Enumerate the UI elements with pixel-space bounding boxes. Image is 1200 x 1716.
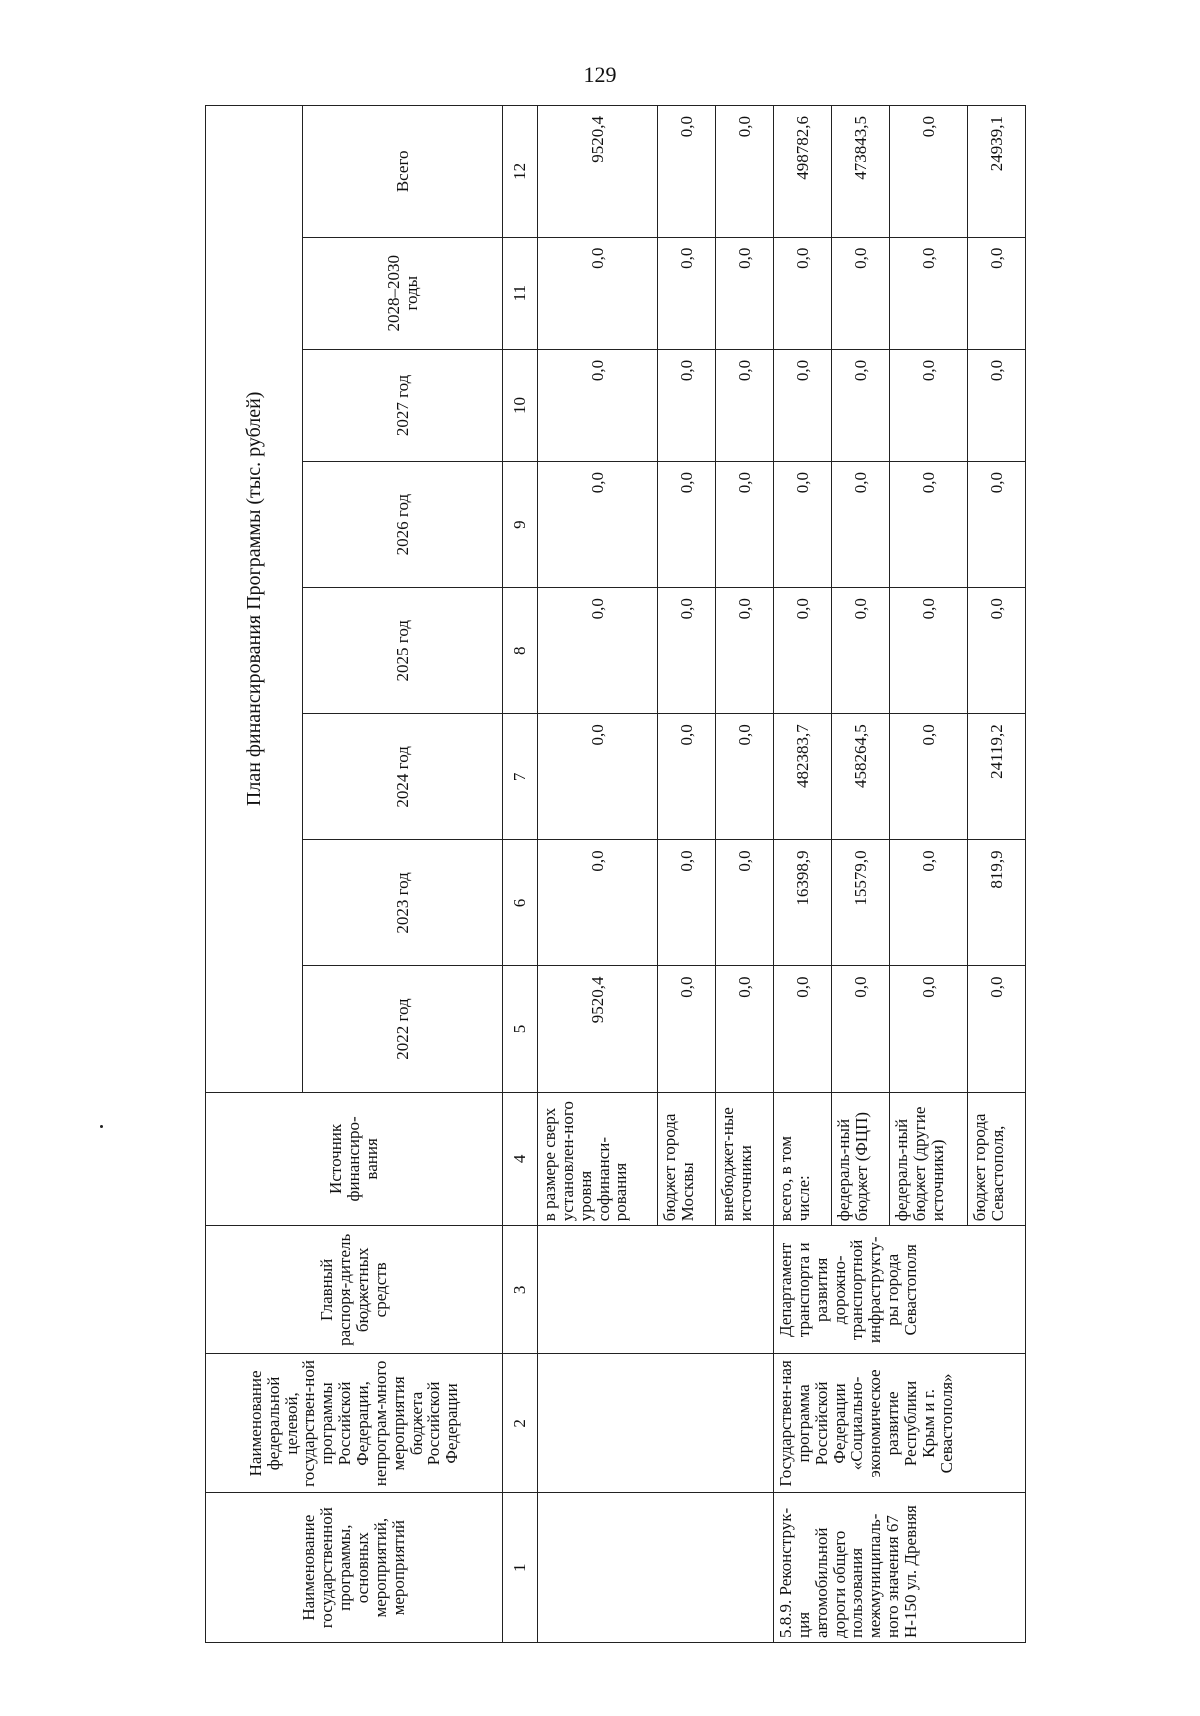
value-cell: 0,0	[890, 349, 968, 461]
source-cell: всего, в том числе:	[774, 1092, 832, 1226]
value-cell: 0,0	[890, 966, 968, 1092]
value-cell: 819,9	[968, 840, 1026, 966]
value-cell: 0,0	[658, 588, 716, 714]
header-year-2022: 2022 год	[303, 966, 503, 1092]
value-cell: 0,0	[538, 714, 658, 840]
value-cell: 0,0	[774, 349, 832, 461]
col-number: 7	[503, 714, 538, 840]
value-cell: 0,0	[658, 714, 716, 840]
value-cell: 9520,4	[538, 966, 658, 1092]
value-cell: 0,0	[774, 588, 832, 714]
col-number: 3	[503, 1226, 538, 1354]
value-cell: 0,0	[658, 462, 716, 588]
value-cell: 0,0	[658, 840, 716, 966]
column-number-row	[503, 106, 538, 1643]
page-number: 129	[583, 62, 617, 87]
value-cell: 9520,4	[538, 106, 658, 238]
value-cell: 0,0	[890, 462, 968, 588]
rotated-table-wrapper	[205, 105, 1007, 1643]
value-cell: 16398,9	[774, 840, 832, 966]
col-number: 4	[503, 1092, 538, 1226]
value-cell: 0,0	[890, 237, 968, 349]
header-activity: Наименование государственной программы, основных мероприятий, мероприятий	[206, 1493, 503, 1643]
header-source: Источник финансиро-вания	[206, 1092, 503, 1226]
header-program: Наименование федеральной целевой, государствен-ной программы Российской Федерации, непрограм-много мероприятия бюджета Российской Федерации	[206, 1354, 503, 1493]
header-year-2026: 2026 год	[303, 462, 503, 588]
value-cell: 0,0	[658, 966, 716, 1092]
value-cell: 498782,6	[774, 106, 832, 238]
value-cell: 0,0	[890, 840, 968, 966]
empty-manager-cell	[538, 1226, 774, 1354]
value-cell: 0,0	[968, 349, 1026, 461]
value-cell: 0,0	[832, 966, 890, 1092]
value-cell: 0,0	[716, 349, 774, 461]
source-cell: внебюджет-ные источники	[716, 1092, 774, 1226]
value-cell: 24119,2	[968, 714, 1026, 840]
col-number: 2	[503, 1354, 538, 1493]
value-cell: 0,0	[890, 714, 968, 840]
value-cell: 0,0	[968, 462, 1026, 588]
value-cell: 0,0	[774, 966, 832, 1092]
financing-table	[205, 105, 1026, 1643]
header-total: Всего	[303, 106, 503, 238]
value-cell: 0,0	[890, 588, 968, 714]
value-cell: 0,0	[832, 588, 890, 714]
value-cell: 458264,5	[832, 714, 890, 840]
col-number: 12	[503, 106, 538, 238]
value-cell: 0,0	[716, 840, 774, 966]
value-cell: 0,0	[774, 237, 832, 349]
table-row	[774, 106, 832, 1643]
value-cell: 0,0	[968, 237, 1026, 349]
scan-speck	[100, 1125, 103, 1128]
col-number: 8	[503, 588, 538, 714]
value-cell: 0,0	[538, 462, 658, 588]
activity-name: 5.8.9. Реконструк-ция автомобильной дороги общего пользования межмуниципаль-ного значения 67 Н-150 ул. Древняя	[774, 1493, 1026, 1643]
value-cell: 0,0	[716, 966, 774, 1092]
source-cell: бюджет города Севастополя,	[968, 1092, 1026, 1226]
header-year-2025: 2025 год	[303, 588, 503, 714]
value-cell: 0,0	[716, 588, 774, 714]
value-cell: 0,0	[658, 349, 716, 461]
source-cell: в размере сверх установлен-ного уровня софинанси-рования	[538, 1092, 658, 1226]
source-cell: федераль-ный бюджет (ФЦП)	[832, 1092, 890, 1226]
value-cell: 0,0	[658, 106, 716, 238]
header-year-2023: 2023 год	[303, 840, 503, 966]
value-cell: 0,0	[968, 588, 1026, 714]
col-number: 11	[503, 237, 538, 349]
header-manager: Главный распоря-дитель бюджетных средств	[206, 1226, 503, 1354]
value-cell: 0,0	[832, 349, 890, 461]
value-cell: 473843,5	[832, 106, 890, 238]
source-cell: бюджет города Москвы	[658, 1092, 716, 1226]
value-cell: 0,0	[774, 462, 832, 588]
empty-activity-cell	[538, 1493, 774, 1643]
value-cell: 482383,7	[774, 714, 832, 840]
table-row	[538, 106, 658, 1643]
empty-program-cell	[538, 1354, 774, 1493]
col-number: 6	[503, 840, 538, 966]
value-cell: 0,0	[716, 106, 774, 238]
value-cell: 0,0	[890, 106, 968, 238]
value-cell: 0,0	[538, 840, 658, 966]
header-year-2024: 2024 год	[303, 714, 503, 840]
col-number: 1	[503, 1493, 538, 1643]
value-cell: 0,0	[968, 966, 1026, 1092]
value-cell: 0,0	[538, 349, 658, 461]
col-number: 9	[503, 462, 538, 588]
value-cell: 0,0	[538, 588, 658, 714]
budget-manager: Департамент транспорта и развития дорожно-транспортной инфраструкту-ры города Севастополя	[774, 1226, 1026, 1354]
value-cell: 0,0	[716, 462, 774, 588]
source-cell: федераль-ный бюджет (другие источники)	[890, 1092, 968, 1226]
header-year-2028-2030: 2028–2030 годы	[303, 237, 503, 349]
value-cell: 0,0	[832, 462, 890, 588]
value-cell: 15579,0	[832, 840, 890, 966]
value-cell: 0,0	[716, 714, 774, 840]
value-cell: 0,0	[716, 237, 774, 349]
col-number: 10	[503, 349, 538, 461]
value-cell: 0,0	[538, 237, 658, 349]
col-number: 5	[503, 966, 538, 1092]
header-year-2027: 2027 год	[303, 349, 503, 461]
value-cell: 0,0	[832, 237, 890, 349]
header-plan: План финансирования Программы (тыс. рублей)	[206, 106, 303, 1093]
program-name: Государствен-ная программа Российской Федерации «Социально-экономическое развитие Республики Крым и г. Севастополя»	[774, 1354, 1026, 1493]
value-cell: 24939,1	[968, 106, 1026, 238]
value-cell: 0,0	[658, 237, 716, 349]
